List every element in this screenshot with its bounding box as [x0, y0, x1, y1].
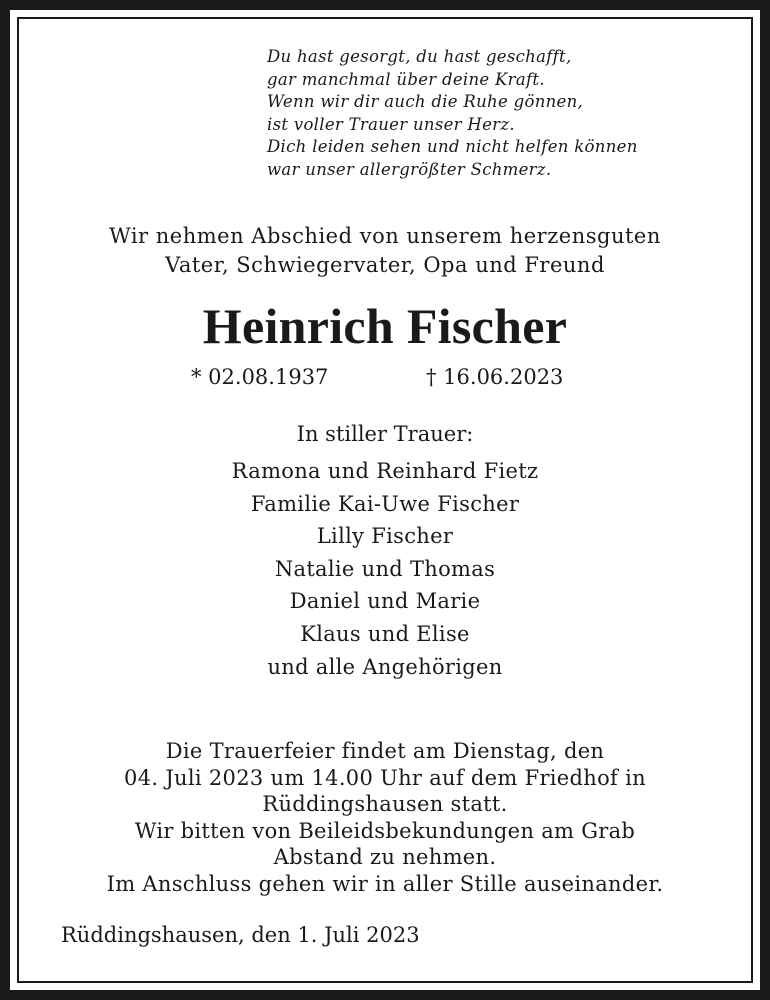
poem-line: Dich leiden sehen und nicht helfen können — [267, 137, 638, 157]
poem-line: Du hast gesorgt, du hast geschafft, — [267, 47, 572, 66]
mourner: Natalie und Thomas — [274, 556, 496, 581]
death-date: † 16.06.2023 — [426, 365, 564, 389]
funeral-line: Rüddingshausen statt. — [262, 792, 508, 817]
funeral-notice — [0, 738, 770, 898]
intro-line: Wir nehmen Abschied von unserem herzensguten — [109, 224, 661, 248]
mourner: Lilly Fischer — [316, 524, 454, 549]
mourner: und alle Angehörigen — [267, 654, 503, 679]
deceased-name: Heinrich Fischer — [202, 298, 568, 354]
place-and-date: Rüddingshausen, den 1. Juli 2023 — [61, 923, 420, 947]
poem — [267, 46, 737, 182]
mourner: Ramona und Reinhard Fietz — [231, 459, 539, 483]
poem-line: war unser allergrößter Schmerz. — [267, 159, 552, 179]
funeral-line: 04. Juli 2023 um 14.00 Uhr auf dem Friedhof in — [124, 765, 646, 790]
funeral-line: Wir bitten von Beileidsbekundungen am Grab — [134, 818, 636, 843]
funeral-line: Die Trauerfeier findet am Dienstag, den — [165, 739, 605, 763]
birth-date: * 02.08.1937 — [191, 365, 329, 389]
poem-line: ist voller Trauer unser Herz. — [267, 114, 515, 134]
mourners-list — [0, 455, 770, 683]
poem-line: gar manchmal über deine Kraft. — [267, 69, 545, 89]
poem-line: Wenn wir dir auch die Ruhe gönnen, — [267, 92, 584, 112]
mourning-heading: In stiller Trauer: — [296, 422, 474, 446]
mourner: Daniel und Marie — [289, 589, 481, 614]
mourner: Familie Kai-Uwe Fischer — [250, 491, 520, 516]
farewell-intro — [0, 222, 770, 280]
mourner: Klaus und Elise — [300, 621, 470, 646]
intro-line: Vater, Schwiegervater, Opa und Freund — [165, 253, 605, 277]
funeral-line: Im Anschluss gehen wir in aller Stille auseinander. — [106, 871, 664, 896]
funeral-line: Abstand zu nehmen. — [273, 845, 497, 870]
